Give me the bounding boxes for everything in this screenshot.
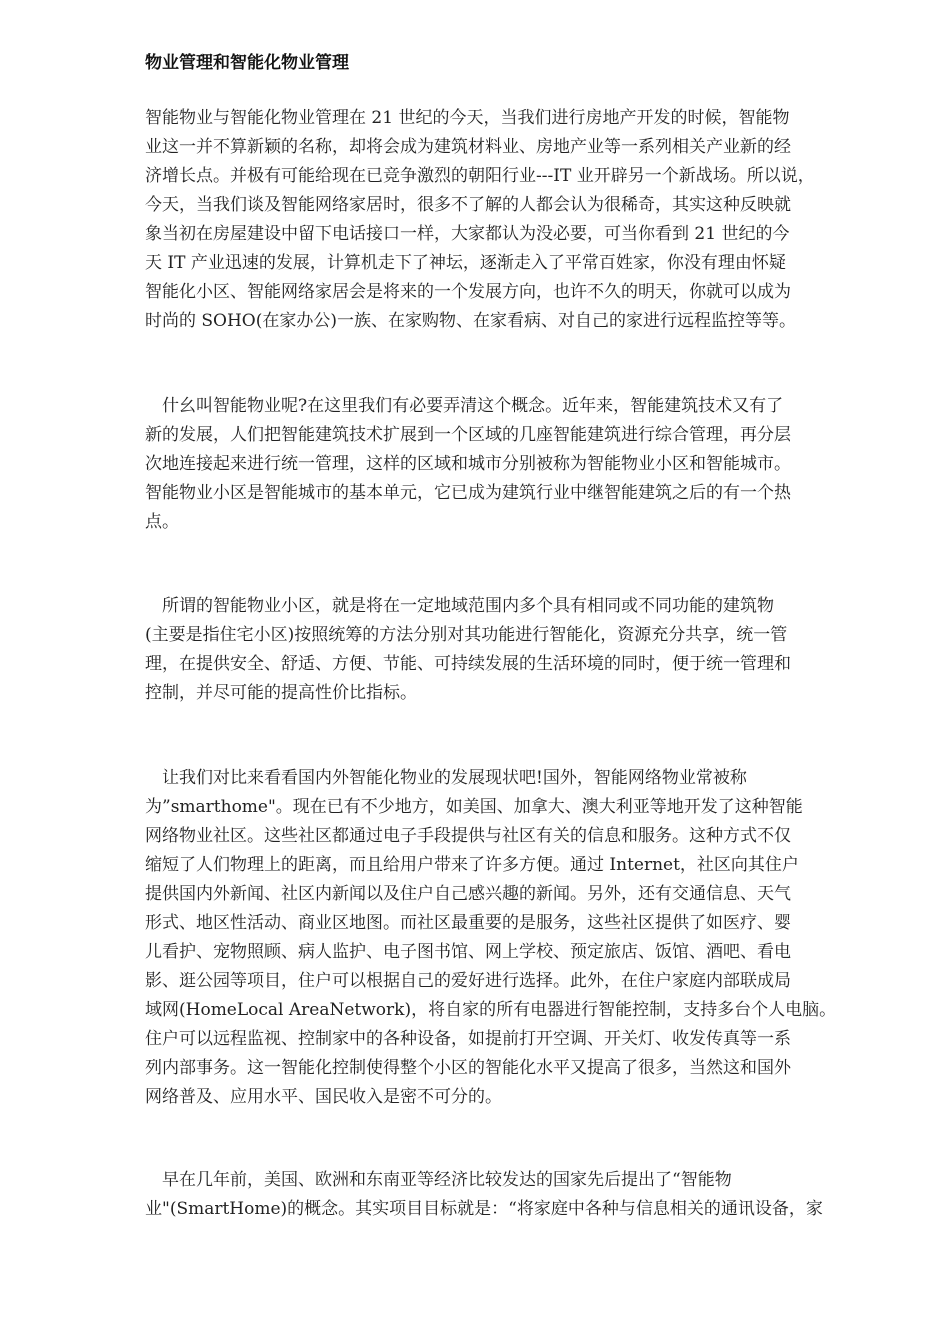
text-line: 智能物业小区是智能城市的基本单元，它已成为建筑行业中继智能建筑之后的有一个热: [145, 483, 791, 503]
text-line: 今天，当我们谈及智能网络家居时，很多不了解的人都会认为很稀奇，其实这种反映就: [145, 195, 791, 215]
paragraph-history: [145, 1166, 885, 1224]
text-line: 让我们对比来看看国内外智能化物业的发展现状吧!国外，智能网络物业常被称: [145, 768, 747, 788]
text-line: 控制，并尽可能的提高性价比指标。: [145, 683, 417, 703]
text-line: 域网(HomeLocal AreaNetwork)，将自家的所有电器进行智能控制，支持多台个人电脑。: [145, 1000, 837, 1020]
text-line: 提供国内外新闻、社区内新闻以及住户自己感兴趣的新闻。另外，还有交通信息、天气: [145, 884, 791, 904]
paragraph-smart-community: [145, 592, 885, 708]
text-line: (主要是指住宅小区)按照统筹的方法分别对其功能进行智能化，资源充分共享，统一管: [145, 625, 788, 645]
text-line: 时尚的 SOHO(在家办公)一族、在家购物、在家看病、对自己的家进行远程监控等等。: [145, 311, 797, 331]
text-line: 缩短了人们物理上的距离，而且给用户带来了许多方便。通过 Internet，社区向其住户: [145, 855, 799, 875]
text-line: 所谓的智能物业小区，就是将在一定地域范围内多个具有相同或不同功能的建筑物: [145, 596, 774, 616]
text-line: 影、逛公园等项目，住户可以根据自己的爱好进行选择。此外，在住户家庭内部联成局: [145, 971, 791, 991]
text-line: 智能化小区、智能网络家居会是将来的一个发展方向，也许不久的明天，你就可以成为: [145, 282, 791, 302]
text-line: 新的发展，人们把智能建筑技术扩展到一个区域的几座智能建筑进行综合管理，再分层: [145, 425, 791, 445]
text-line: 济增长点。并极有可能给现在已竞争激烈的朝阳行业---IT 业开辟另一个新战场。所以说，: [145, 166, 815, 186]
text-line: 网络物业社区。这些社区都通过电子手段提供与社区有关的信息和服务。这种方式不仅: [145, 826, 791, 846]
paragraph-definition: [145, 392, 885, 537]
text-line: 点。: [145, 512, 179, 532]
text-line: 形式、地区性活动、商业区地图。而社区最重要的是服务，这些社区提供了如医疗、婴: [145, 913, 791, 933]
text-line: 网络普及、应用水平、国民收入是密不可分的。: [145, 1087, 502, 1107]
text-line: 理，在提供安全、舒适、方便、节能、可持续发展的生活环境的同时，便于统一管理和: [145, 654, 791, 674]
paragraph-intro: [145, 104, 885, 336]
text-line: 智能物业与智能化物业管理在 21 世纪的今天，当我们进行房地产开发的时候，智能物: [145, 108, 790, 128]
text-line: 什幺叫智能物业呢?在这里我们有必要弄清这个概念。近年来，智能建筑技术又有了: [145, 396, 784, 416]
text-line: 为”smarthome"。现在已有不少地方，如美国、加拿大、澳大利亚等地开发了这种智能: [145, 797, 803, 817]
text-line: 列内部事务。这一智能化控制使得整个小区的智能化水平又提高了很多，当然这和国外: [145, 1058, 791, 1078]
document-title: 物业管理和智能化物业管理: [145, 53, 349, 73]
text-line: 次地连接起来进行统一管理，这样的区域和城市分别被称为智能物业小区和智能城市。: [145, 454, 791, 474]
text-line: 业这一并不算新颖的名称，却将会成为建筑材料业、房地产业等一系列相关产业新的经: [145, 137, 791, 157]
text-line: 儿看护、宠物照顾、病人监护、电子图书馆、网上学校、预定旅店、饭馆、酒吧、看电: [145, 942, 791, 962]
text-line: 住户可以远程监视、控制家中的各种设备，如提前打开空调、开关灯、收发传真等一系: [145, 1029, 791, 1049]
text-line: 早在几年前，美国、欧洲和东南亚等经济比较发达的国家先后提出了“智能物: [145, 1170, 732, 1190]
text-line: 业"(SmartHome)的概念。其实项目目标就是：“将家庭中各种与信息相关的通讯设备，家: [145, 1199, 823, 1219]
text-line: 天 IT 产业迅速的发展，计算机走下了神坛，逐渐走入了平常百姓家，你没有理由怀疑: [145, 253, 786, 273]
paragraph-comparison: [145, 764, 885, 1112]
text-line: 象当初在房屋建设中留下电话接口一样，大家都认为没必要，可当你看到 21 世纪的今: [145, 224, 790, 244]
